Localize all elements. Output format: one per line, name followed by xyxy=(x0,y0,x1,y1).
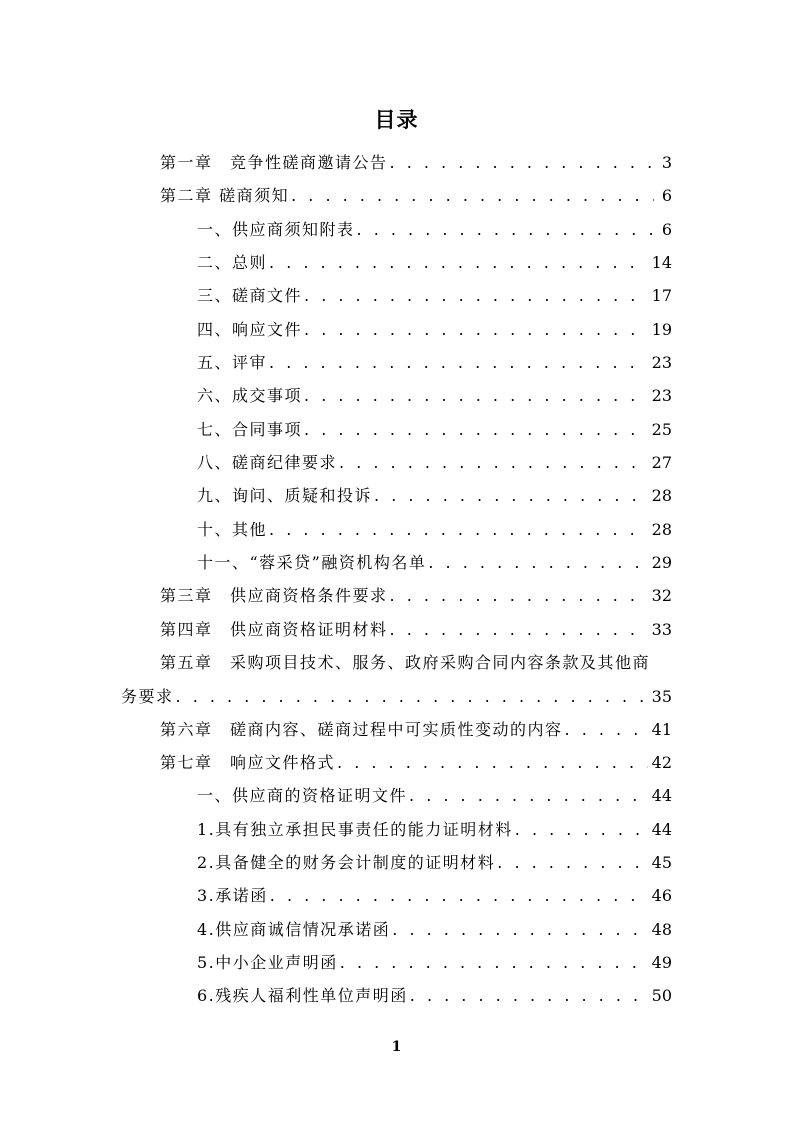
toc-leader-dots xyxy=(565,720,648,740)
toc-entry-label: 5.中小企业声明函 xyxy=(197,953,338,972)
toc-leader-dots xyxy=(357,220,654,240)
toc-leader-dots xyxy=(390,620,648,640)
toc-entry-page: 35 xyxy=(651,687,672,706)
toc-leader-dots xyxy=(392,920,647,940)
toc-entry-chapter-4[interactable] xyxy=(160,616,672,640)
toc-entry-section[interactable] xyxy=(197,216,672,240)
toc-entry-chapter-7[interactable] xyxy=(160,749,672,773)
toc-entry-label: 五、评审 xyxy=(197,353,268,372)
toc-entry-page: 50 xyxy=(651,986,672,1005)
toc-entry-label: 三、磋商文件 xyxy=(197,286,303,305)
toc-leader-dots xyxy=(390,153,654,173)
toc-entry-page: 42 xyxy=(651,753,672,772)
toc-entry-section[interactable] xyxy=(197,449,672,473)
toc-leader-dots xyxy=(291,186,654,206)
toc-entry-label: 1.具有独立承担民事责任的能力证明材料 xyxy=(197,820,513,839)
toc-entry-label: 4.供应商诚信情况承诺函 xyxy=(197,920,391,939)
toc-entry-label: 二、总则 xyxy=(197,253,268,272)
toc-entry-page: 41 xyxy=(651,720,672,739)
toc-entry-subsection[interactable] xyxy=(197,916,672,940)
toc-leader-dots xyxy=(409,786,648,806)
toc-leader-dots xyxy=(304,286,648,306)
toc-entry-page: 6 xyxy=(661,220,672,239)
toc-entry-label: 十、其他 xyxy=(197,520,268,539)
toc-leader-dots xyxy=(176,687,648,707)
toc-leader-dots xyxy=(269,353,648,373)
toc-entry-label: 四、响应文件 xyxy=(197,320,303,339)
toc-entry-section[interactable] xyxy=(197,282,672,306)
toc-entry-subsection[interactable] xyxy=(197,882,672,906)
toc-entry-page: 32 xyxy=(651,586,672,605)
toc-leader-dots xyxy=(304,420,648,440)
toc-entry-chapter-6[interactable] xyxy=(160,716,672,740)
toc-entry-page: 25 xyxy=(651,420,672,439)
toc-entry-chapter-2[interactable] xyxy=(160,182,672,206)
toc-entry-page: 45 xyxy=(651,853,672,872)
toc-entry-page: 27 xyxy=(651,453,672,472)
toc-entry-section[interactable] xyxy=(197,482,672,506)
toc-entry-label: 一、供应商须知附表 xyxy=(197,220,355,239)
toc-entry-label: 七、合同事项 xyxy=(197,420,303,439)
toc-leader-dots xyxy=(270,886,648,906)
toc-entry-label: 第六章 磋商内容、磋商过程中可实质性变动的内容 xyxy=(160,720,563,739)
toc-entry-page: 28 xyxy=(651,486,672,505)
toc-entry-section[interactable] xyxy=(197,249,672,273)
toc-entry-page: 23 xyxy=(651,353,672,372)
toc-entry-section[interactable] xyxy=(197,516,672,540)
toc-entry-page: 17 xyxy=(651,286,672,305)
toc-leader-dots xyxy=(337,753,648,773)
toc-entry-section[interactable] xyxy=(197,382,672,406)
toc-leader-dots xyxy=(428,553,647,573)
toc-entry-section[interactable] xyxy=(197,549,672,573)
toc-entry-page: 3 xyxy=(661,153,672,172)
toc-entry-label: 第七章 响应文件格式 xyxy=(160,753,336,772)
toc-entry-page: 44 xyxy=(651,786,672,805)
toc-entry-label: 第三章 供应商资格条件要求 xyxy=(160,586,388,605)
toc-entry-subsection[interactable] xyxy=(197,982,672,1006)
toc-entry-label: 一、供应商的资格证明文件 xyxy=(197,786,408,805)
toc-entry-label: 第四章 供应商资格证明材料 xyxy=(160,620,388,639)
toc-entry-label: 2.具备健全的财务会计制度的证明材料 xyxy=(197,853,496,872)
toc-entry-section[interactable] xyxy=(197,316,672,340)
toc-leader-dots xyxy=(304,386,648,406)
toc-entry-page: 49 xyxy=(651,953,672,972)
toc-entry-subsection[interactable] xyxy=(197,816,672,840)
toc-entry-subsection[interactable] xyxy=(197,949,672,973)
toc-entry-page: 6 xyxy=(661,186,672,205)
toc-leader-dots xyxy=(515,820,648,840)
toc-entry-page: 44 xyxy=(651,820,672,839)
toc-entry-page: 33 xyxy=(651,620,672,639)
toc-leader-dots xyxy=(339,453,648,473)
page-number: 1 xyxy=(391,1039,402,1055)
toc-entry-label: 6.残疾人福利性单位声明函 xyxy=(197,986,408,1005)
toc-leader-dots xyxy=(340,953,648,973)
toc-entry-label: 十一、“蓉采贷”融资机构名单 xyxy=(197,553,427,572)
toc-leader-dots xyxy=(269,520,648,540)
toc-entry-page: 19 xyxy=(651,320,672,339)
toc-entry-page: 29 xyxy=(651,553,672,572)
toc-entry-label: 八、磋商纪律要求 xyxy=(197,453,338,472)
toc-leader-dots xyxy=(374,486,648,506)
toc-entry-label: 第二章 磋商须知 xyxy=(160,186,290,205)
toc-entry-label: 九、询问、质疑和投诉 xyxy=(197,486,373,505)
toc-entry-page: 46 xyxy=(651,886,672,905)
toc-entry-chapter-3[interactable] xyxy=(160,582,672,606)
toc-entry-chapter-5-line-1[interactable]: 第五章 采购项目技术、服务、政府采购合同内容条款及其他商 xyxy=(160,653,651,672)
page-title: 目录 xyxy=(374,108,419,132)
toc-entry-section[interactable] xyxy=(197,349,672,373)
toc-entry-page: 23 xyxy=(651,386,672,405)
toc-entry-label: 3.承诺函 xyxy=(197,886,268,905)
toc-entry-section[interactable] xyxy=(197,782,672,806)
toc-entry-page: 28 xyxy=(651,520,672,539)
toc-leader-dots xyxy=(497,853,647,873)
toc-entry-page: 48 xyxy=(651,920,672,939)
toc-entry-label: 六、成交事项 xyxy=(197,386,303,405)
toc-entry-chapter-1[interactable] xyxy=(160,149,672,173)
toc-entry-label: 第一章 竞争性磋商邀请公告 xyxy=(160,153,388,172)
toc-entry-page: 14 xyxy=(651,253,672,272)
toc-entry-chapter-5-line-2[interactable] xyxy=(121,683,672,707)
toc-leader-dots xyxy=(410,986,648,1006)
toc-leader-dots xyxy=(304,320,648,340)
toc-leader-dots xyxy=(390,586,648,606)
toc-entry-section[interactable] xyxy=(197,416,672,440)
toc-entry-subsection[interactable] xyxy=(197,849,672,873)
toc-leader-dots xyxy=(269,253,648,273)
toc-entry-label: 务要求 xyxy=(121,687,174,706)
